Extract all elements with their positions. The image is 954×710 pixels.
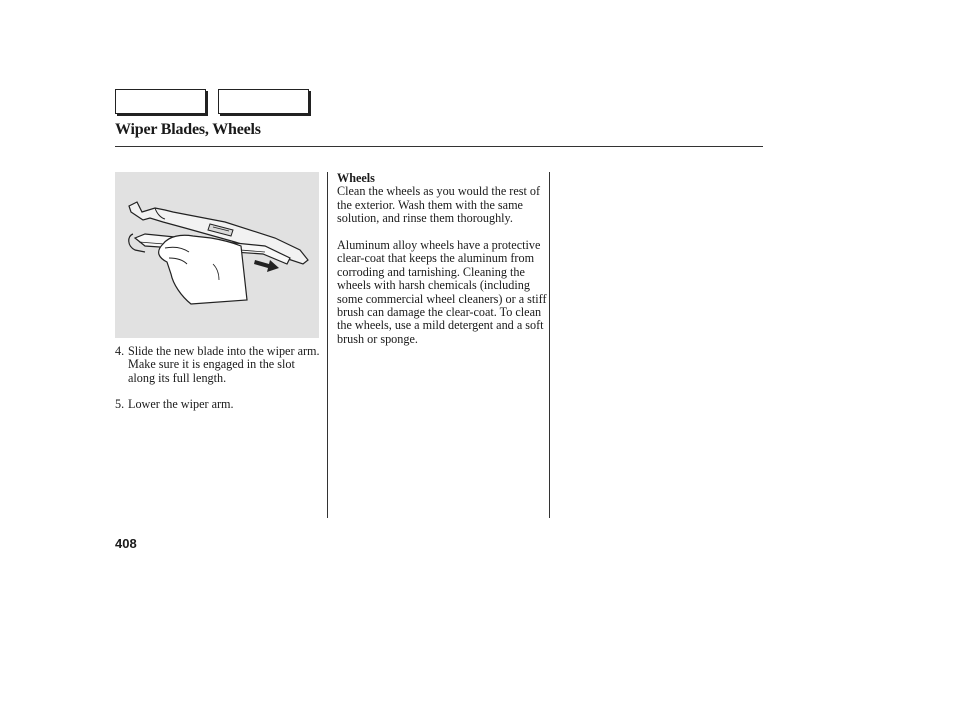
paragraph: Aluminum alloy wheels have a protective clear-coat that keeps the aluminum from corroding and tarnishing. Cleaning the wheels with harsh chemicals (including some commercial wheel cleaners) or a stiff brush can damage the clear-coat. To clean the wheels, use a mild detergent and a soft brush or sponge. [337,238,547,346]
step-item [115,345,320,385]
page-title: Wiper Blades, Wheels [115,121,261,138]
step-text: Lower the wiper arm. [128,397,234,411]
column-divider [549,172,550,518]
column-divider [327,172,328,518]
step-number: 4. [115,344,125,358]
next-section-button[interactable] [218,89,309,114]
wiper-blade-illustration [115,172,319,338]
wheels-section [337,172,547,360]
step-number: 5. [115,397,125,411]
previous-section-button[interactable] [115,89,206,114]
section-heading: Wheels [337,171,375,185]
paragraph: Clean the wheels as you would the rest of the exterior. Wash them with the same solution, and rinse them thoroughly. [337,184,541,226]
wiper-blade-install-illustration-icon [115,172,319,338]
step-item [115,398,320,411]
page-number: 408 [115,536,137,551]
title-divider [115,146,763,147]
step-text: Slide the new blade into the wiper arm. Make sure it is engaged in the slot along its full length. [128,344,320,385]
